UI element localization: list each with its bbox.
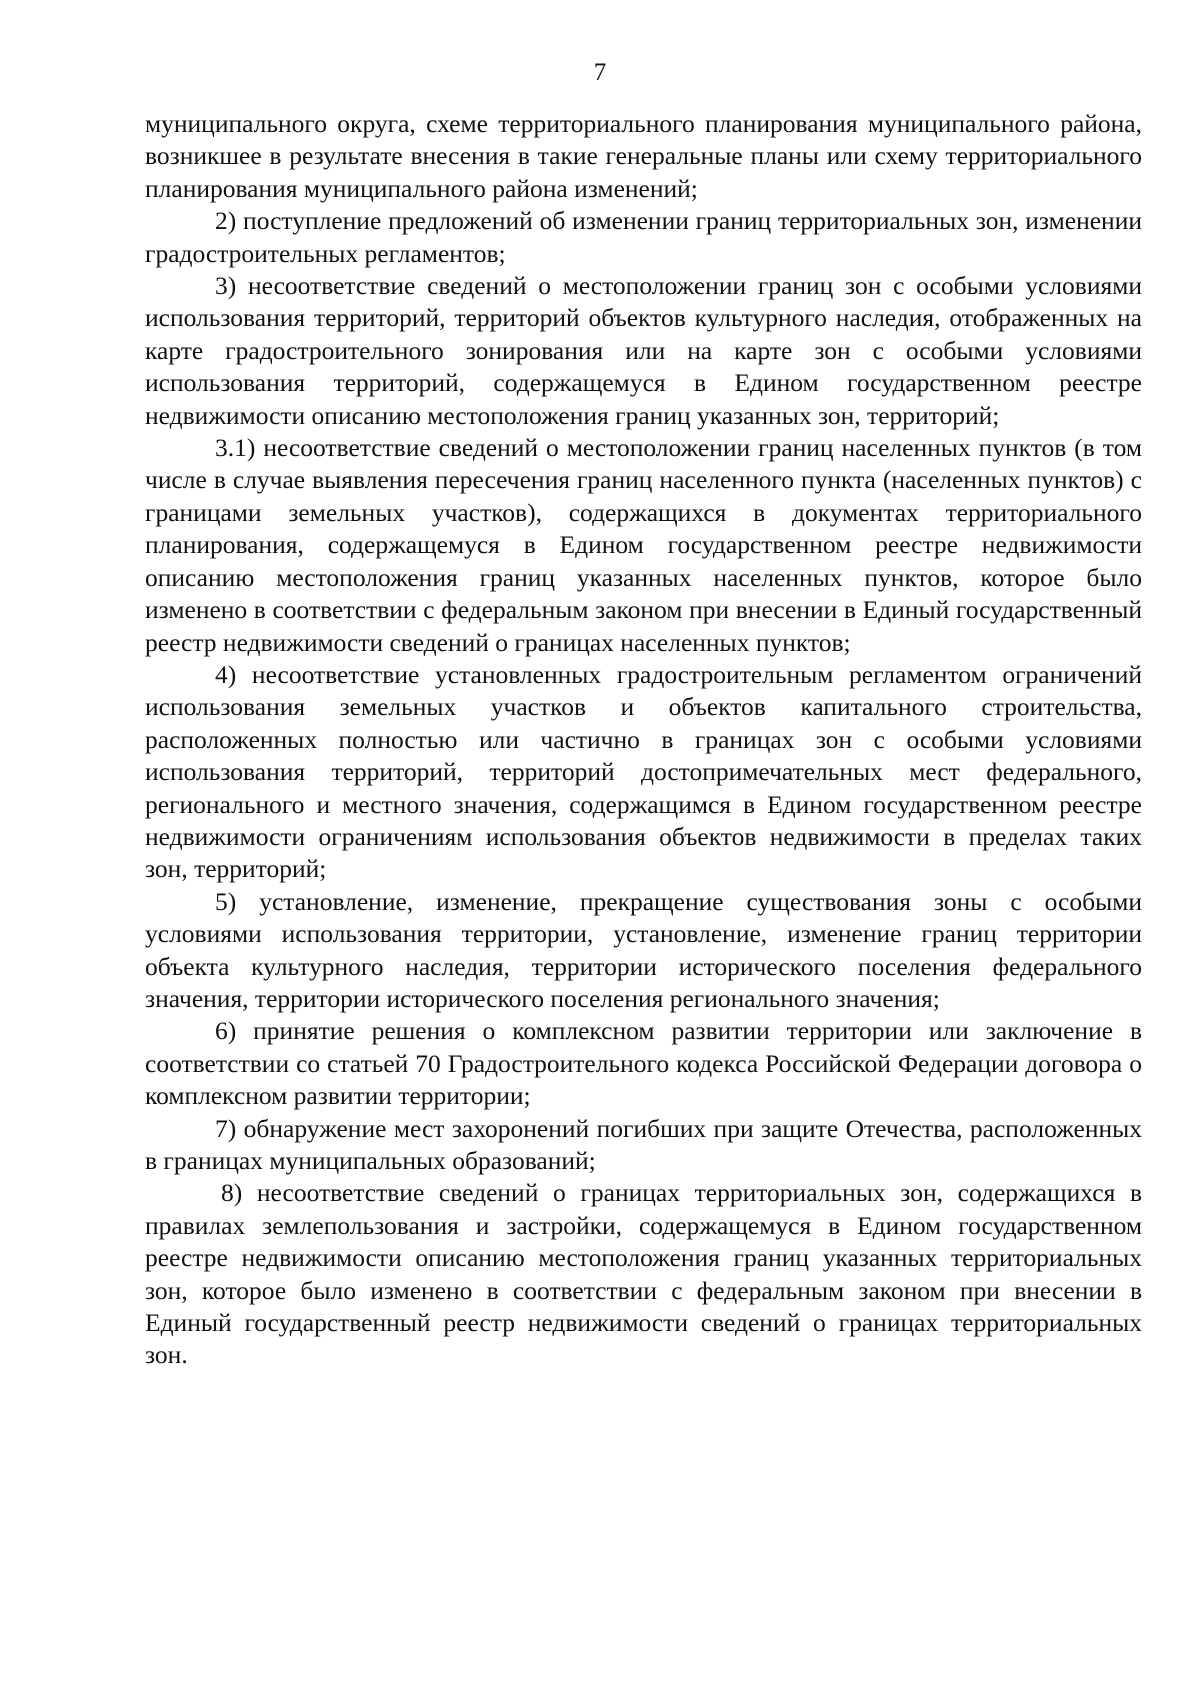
page-number: 7 (593, 59, 607, 86)
paragraph-item-7: 7) обнаружение мест захоронений погибших при защите Отечества, расположенных в границах муниципальных образований; (145, 1113, 1142, 1175)
paragraph-item-4: 4) несоответствие установленных градостроительным регламентом ограничений использования земельных участков и объектов капитального строительства, расположенных полностью или частично в границах зон с особыми условиями использования территорий, территорий достопримечательных мест федерального, регионального и местного значения, содержащимся в Едином государственном реестре недвижимости ограничениям использования объектов недвижимости в пределах таких зон, территорий; (145, 659, 1142, 884)
paragraph-item-2: 2) поступление предложений об изменении границ территориальных зон, изменении градостроительных регламентов; (145, 206, 1142, 268)
paragraph-item-5: 5) установление, изменение, прекращение существования зоны с особыми условиями использования территории, установление, изменение границ территории объекта культурного наследия, территории исторического поселения федерального значения, территории исторического поселения регионального значения; (145, 886, 1142, 1013)
paragraph-item-3: 3) несоответствие сведений о местоположении границ зон с особыми условиями использования территорий, территорий объектов культурного наследия, отображенных на карте градостроительного зонирования или на карте зон с особыми условиями использования территорий, содержащемуся в Едином государственном реестре недвижимости описанию местоположения границ указанных зон, территорий; (145, 271, 1142, 430)
paragraph-continuation: муниципального округа, схеме территориального планирования муниципального района, возникшее в результате внесения в такие генеральные планы или схему территориального планирования муниципального района изменений; (145, 109, 1142, 203)
document-body (145, 108, 1142, 1372)
paragraph-item-3-1: 3.1) несоответствие сведений о местоположении границ населенных пунктов (в том числе в случае выявления пересечения границ населенного пункта (населенных пунктов) с границами земельных участков), содержащихся в документах территориального планирования, содержащемуся в Едином государственном реестре недвижимости описанию местоположения границ указанных населенных пунктов, которое было изменено в соответствии с федеральным законом при внесении в Единый государственный реестр недвижимости сведений о границах населенных пунктов; (145, 433, 1142, 657)
paragraph-item-6: 6) принятие решения о комплексном развитии территории или заключение в соответствии со статьей 70 Градостроительного кодекса Российской Федерации договора о комплексном развитии территории; (145, 1016, 1142, 1111)
paragraph-item-8: 8) несоответствие сведений о границах территориальных зон, содержащихся в правилах землепользования и застройки, содержащемуся в Едином государственном реестре недвижимости описанию местоположения границ указанных территориальных зон, которое было изменено в соответствии с федеральным законом при внесении в Единый государственный реестр недвижимости сведений о границах территориальных зон. (145, 1178, 1142, 1370)
